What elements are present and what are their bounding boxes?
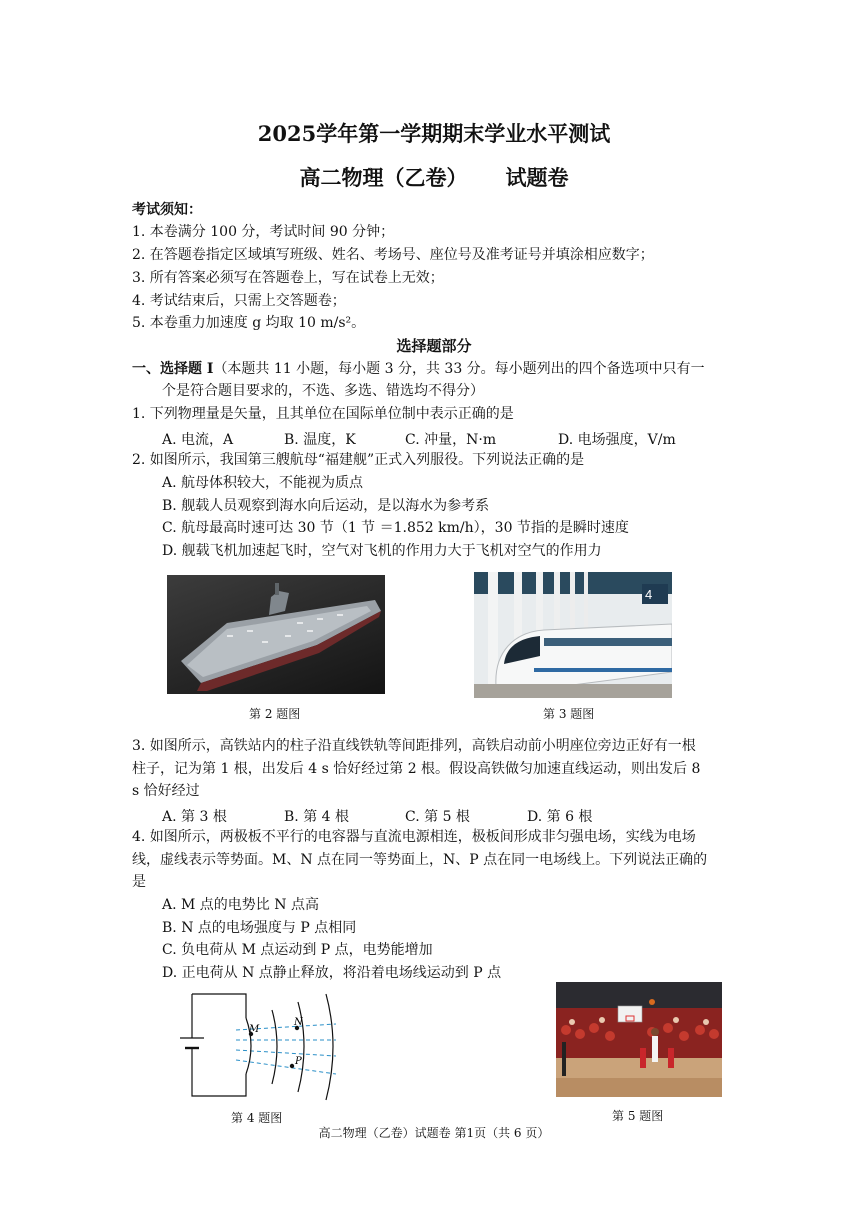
notice-item: 5. 本卷重力加速度 g 均取 10 m/s²。 <box>132 315 366 331</box>
notice-item: 3. 所有答案必须写在答题卷上，写在试卷上无效； <box>132 270 444 286</box>
carrier-illustration <box>167 575 385 694</box>
exam-title: 2025学年第一学期期末学业水平测试 <box>257 121 611 146</box>
q4-stem-line1: 4. 如图所示，两极板不平行的电容器与直流电源相连，极板间形成非匀强电场，实线为电场 <box>132 829 696 845</box>
carrier-photo <box>167 575 385 694</box>
part1-desc: （本题共 11 小题，每小题 3 分，共 33 分。每小题列出的四个备选项中只有一 <box>213 361 705 377</box>
part1-label: 一、选择题 I <box>132 361 214 377</box>
notice-item: 1. 本卷满分 100 分，考试时间 90 分钟； <box>132 224 395 240</box>
basketball-illustration <box>556 982 722 1097</box>
label-n: N <box>294 1017 303 1028</box>
q2-option-c: C. 航母最高时速可达 30 节（1 节 ＝1.852 km/h），30 节指的是瞬时速度 <box>162 520 629 536</box>
section-title: 选择题部分 <box>396 337 472 355</box>
subtitle-part1: 高二物理（乙卷） <box>299 165 468 190</box>
fig5-caption: 第 5 题图 <box>612 1109 664 1123</box>
exam-subtitle <box>0 162 868 192</box>
q4-stem-line3: 是 <box>132 874 146 890</box>
point-p <box>290 1064 294 1068</box>
fig3-caption: 第 3 题图 <box>543 707 595 721</box>
capacitor-diagram <box>176 988 346 1103</box>
q4-option-c: C. 负电荷从 M 点运动到 P 点，电势能增加 <box>162 942 433 958</box>
q1-stem: 1. 下列物理量是矢量，且其单位在国际单位制中表示正确的是 <box>132 406 514 422</box>
notice-item: 2. 在答题卷指定区域填写班级、姓名、考场号、座位号及准考证号并填涂相应数字； <box>132 247 654 263</box>
page-footer: 高二物理（乙卷）试题卷 第1页（共 6 页） <box>318 1126 550 1140</box>
train-photo <box>474 572 672 698</box>
q1-option-a: A. 电流，A <box>162 432 234 448</box>
notice-item: 4. 考试结束后，只需上交答题卷； <box>132 293 346 309</box>
q4-option-b: B. N 点的电场强度与 P 点相同 <box>162 920 357 936</box>
train-illustration <box>474 572 672 698</box>
q3-option-d: D. 第 6 根 <box>527 809 593 825</box>
part1-line1 <box>132 358 705 380</box>
part1-desc-line2: 个是符合题目要求的，不选、多选、错选均不得分） <box>162 383 484 399</box>
q2-option-d: D. 舰载飞机加速起飞时，空气对飞机的作用力大于飞机对空气的作用力 <box>162 543 602 559</box>
q3-option-b: B. 第 4 根 <box>284 809 349 825</box>
subtitle-part2: 试题卷 <box>505 165 569 190</box>
q3-stem-line1: 3. 如图所示，高铁站内的柱子沿直线铁轨等间距排列，高铁启动前小明座位旁边正好有一根 <box>132 738 696 754</box>
q3-stem-line3: s 恰好经过 <box>132 783 200 799</box>
q1-option-c: C. 冲量，N·m <box>405 432 497 448</box>
q2-option-a: A. 航母体积较大，不能视为质点 <box>162 475 364 491</box>
station-sign-number: 4 <box>645 587 653 602</box>
q4-option-a: A. M 点的电势比 N 点高 <box>162 897 319 913</box>
q4-option-d: D. 正电荷从 N 点静止释放，将沿着电场线运动到 P 点 <box>162 965 502 981</box>
q1-option-b: B. 温度，K <box>284 432 356 448</box>
right-plate <box>326 994 333 1100</box>
fig2-caption: 第 2 题图 <box>249 707 301 721</box>
fig4-caption: 第 4 题图 <box>231 1111 283 1125</box>
label-p: P <box>295 1056 302 1067</box>
q3-option-a: A. 第 3 根 <box>162 809 227 825</box>
notice-heading: 考试须知： <box>132 202 202 218</box>
q2-option-b: B. 舰载人员观察到海水向后运动，是以海水为参考系 <box>162 498 490 514</box>
q3-stem-line2: 柱子，记为第 1 根，出发后 4 s 恰好经过第 2 根。假设高铁做匀加速直线运动，则出发后 8 <box>132 761 701 777</box>
q4-stem-line2: 线，虚线表示等势面。M、N 点在同一等势面上，N、P 点在同一电场线上。下列说法正确的 <box>132 852 708 868</box>
q3-option-c: C. 第 5 根 <box>405 809 470 825</box>
q1-option-d: D. 电场强度，V/m <box>558 432 676 448</box>
label-m: M <box>249 1024 260 1035</box>
basketball-photo <box>556 982 722 1097</box>
q2-stem: 2. 如图所示，我国第三艘航母“福建舰”正式入列服役。下列说法正确的是 <box>132 452 585 468</box>
